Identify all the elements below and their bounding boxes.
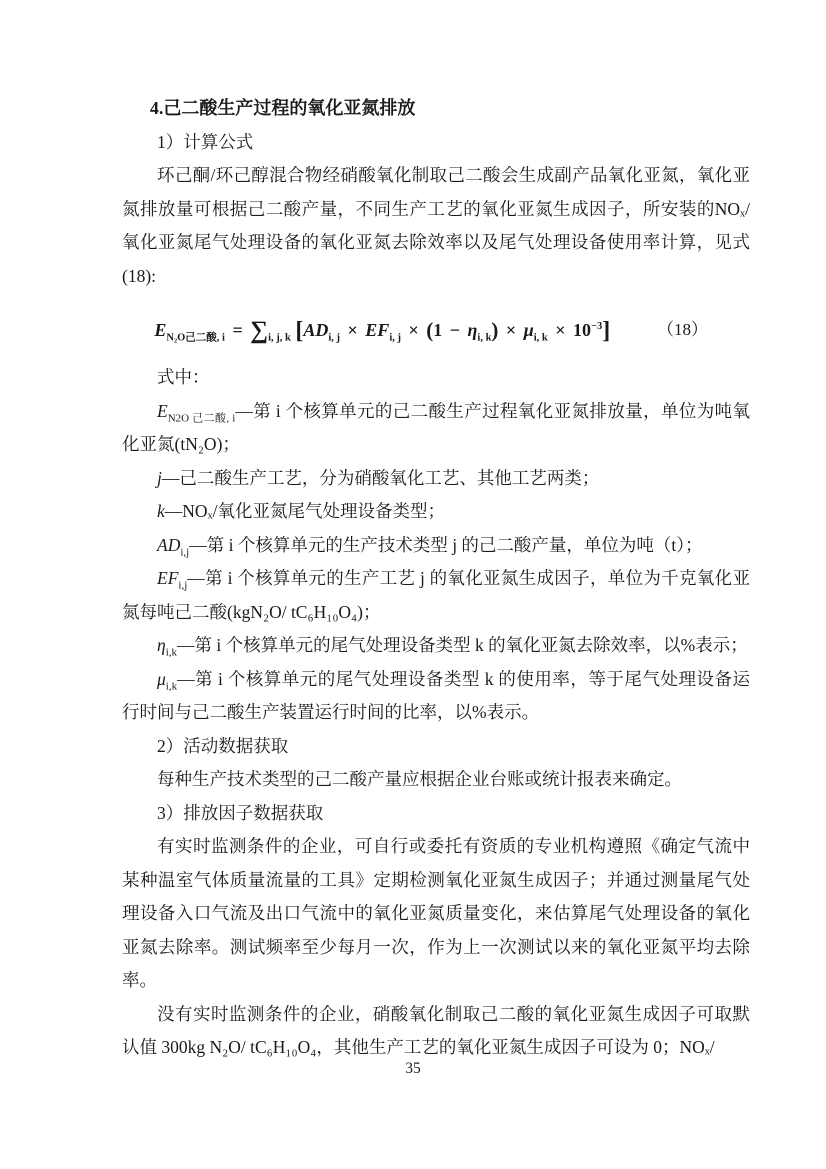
formula-open-paren: ( xyxy=(426,318,434,342)
var-def-mu-text: —第 i 个核算单元的尾气处理设备类型 k 的使用率，等于尾气处理设备运行时间与己二酸生产装置运行时间的比率，以%表示。 xyxy=(122,668,750,722)
var-def-ad-subscript: i,j xyxy=(180,546,190,558)
where-label: 式中： xyxy=(157,367,210,387)
paragraph-intro: 环己酮/环己醇混合物经硝酸氧化制取己二酸会生成副产品氧化亚氮，氧化亚氮排放量可根据己二酸产量，不同生产工艺的氧化亚氮生成因子，所安装的NOₓ/氧化亚氮尾气处理设备的氧化亚氮去除效率以及尾气处理设备使用率计算，见式(18): xyxy=(122,165,750,286)
page-number: 35 xyxy=(405,1060,421,1077)
formula-base10: 10 xyxy=(572,320,591,340)
var-def-mu xyxy=(122,663,750,730)
formula-minus: − xyxy=(449,320,461,340)
var-def-ef-text: —第 i 个核算单元的生产工艺 j 的氧化亚氮生成因子，单位为千克氧化亚氮每吨己二酸(kgN₂O/ tC₆H₁₀O₄)； xyxy=(122,568,750,622)
var-def-ad-text: —第 i 个核算单元的生产技术类型 j 的己二酸产量，单位为吨（t）； xyxy=(189,534,703,555)
var-def-mu-subscript: i,k xyxy=(165,680,178,692)
formula-ef-subscript: i, j xyxy=(389,332,401,344)
formula-ad-symbol: AD xyxy=(303,320,329,340)
formula-ad-subscript: i, j xyxy=(328,332,341,344)
var-def-ef xyxy=(122,562,750,629)
document-content xyxy=(122,92,750,1065)
formula-close-paren: ) xyxy=(491,318,499,342)
formula-sigma-subscript: i, j, k xyxy=(268,332,291,344)
formula-ef-symbol: EF xyxy=(365,320,390,340)
formula-equals: = xyxy=(232,320,243,340)
paragraph-emission-factor-monitoring: 有实时监测条件的企业，可自行或委托有资质的专业机构遵照《确定气流中某种温室气体质量流量的工具》定期检测氧化亚氮生成因子；并通过测量尾气处理设备入口气流及出口气流中的氧化亚氮质量变化，来估算尾气处理设备的氧化亚氮去除率。测试频率至少每月一次，作为上一次测试以来的氧化亚氮平均去除率。 xyxy=(122,836,750,990)
formula-lhs-symbol: E xyxy=(154,320,167,340)
formula-equation-number: （18） xyxy=(657,320,708,339)
formula-18 xyxy=(122,308,750,352)
var-def-mu-symbol: μ xyxy=(157,668,166,689)
formula-open-bracket: [ xyxy=(295,318,304,344)
formula-times-3: × xyxy=(505,320,517,340)
var-def-e-symbol: E xyxy=(157,400,168,421)
var-def-j-symbol: j xyxy=(157,467,162,488)
var-def-ef-subscript: i,j xyxy=(178,579,188,592)
var-def-ef-symbol: EF xyxy=(157,568,179,588)
var-def-e-subscript: N2O 己二酸, i xyxy=(167,412,236,424)
formula-sigma: ∑ xyxy=(250,317,269,344)
formula-mu-symbol: μ xyxy=(523,320,534,340)
formula-eta-symbol: η xyxy=(467,320,478,340)
formula-times-1: × xyxy=(347,320,358,340)
subheading-emission-factor: 3）排放因子数据获取 xyxy=(157,802,324,823)
formula-exponent: −3 xyxy=(590,321,603,332)
formula-close-bracket: ] xyxy=(602,318,611,344)
var-def-k-text: —NOₓ/氧化亚氮尾气处理设备类型； xyxy=(164,501,445,521)
formula-lhs-subscript: N₂O己二酸, i xyxy=(166,332,225,344)
var-def-eta-text: —第 i 个核算单元的尾气处理设备类型 k 的氧化亚氮去除效率，以%表示； xyxy=(177,635,748,655)
paragraph-activity-data: 每种生产技术类型的己二酸产量应根据企业台账或统计报表来确定。 xyxy=(157,769,682,789)
formula-eta-subscript: i, k xyxy=(477,332,492,344)
var-def-ad-symbol: AD xyxy=(157,534,181,555)
var-def-eta-subscript: i,k xyxy=(165,646,177,659)
var-def-k xyxy=(122,495,750,529)
formula-times-2: × xyxy=(408,320,419,340)
subheading-activity-data: 2）活动数据获取 xyxy=(157,735,289,756)
paragraph-emission-factor-default: 没有实时监测条件的企业，硝酸氧化制取己二酸的氧化亚氮生成因子可取默认值 300kg N₂O/ tC₆H₁₀O₄，其他生产工艺的氧化亚氮生成因子可设为 0；NOₓ/ xyxy=(122,1003,750,1057)
formula-one: 1 xyxy=(433,320,443,340)
var-def-eta-symbol: η xyxy=(157,635,166,655)
var-def-eta xyxy=(122,629,750,663)
var-def-e-text: —第 i 个核算单元的己二酸生产过程氧化亚氮排放量，单位为吨氧化亚氮(tN₂O)； xyxy=(122,400,750,454)
var-def-e xyxy=(122,395,750,462)
formula-mu-subscript: i, k xyxy=(533,332,548,344)
var-def-ad xyxy=(122,529,750,563)
formula-times-4: × xyxy=(555,320,566,340)
var-def-k-symbol: k xyxy=(157,501,165,521)
var-def-j-text: —己二酸生产工艺，分为硝酸氧化工艺、其他工艺两类； xyxy=(161,467,600,488)
section-title: 4.己二酸生产过程的氧化亚氮排放 xyxy=(149,98,416,118)
var-def-j xyxy=(122,462,750,496)
subheading-calculation-formula: 1）计算公式 xyxy=(157,131,254,152)
